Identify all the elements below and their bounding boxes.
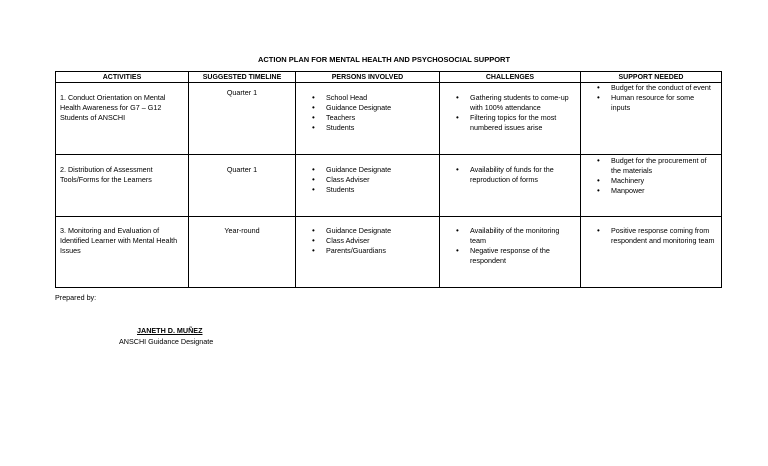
list-item: • Positive response coming from respondent and monitoring team: [611, 226, 715, 246]
table-row: [56, 83, 722, 155]
list-item: • School Head: [326, 93, 433, 103]
challenges-list: [440, 93, 580, 133]
document-title: ACTION PLAN FOR MENTAL HEALTH AND PSYCHOSOCIAL SUPPORT: [257, 55, 511, 64]
support-cell: [581, 217, 722, 288]
header-challenges: CHALLENGES: [440, 72, 581, 83]
list-item: • Parents/Guardians: [326, 246, 433, 256]
activity-cell: 2. Distribution of Assessment Tools/Forms for the Learners: [56, 155, 189, 217]
list-item: • Class Adviser: [326, 175, 433, 185]
support-cell: [581, 83, 722, 155]
list-item: • Guidance Designate: [326, 165, 433, 175]
list-item: • Availability of funds for the reproduction of forms: [470, 165, 574, 185]
challenges-cell: [440, 83, 581, 155]
list-item: • Machinery: [611, 176, 715, 186]
header-persons-involved: PERSONS INVOLVED: [296, 72, 440, 83]
list-item: • Guidance Designate: [326, 103, 433, 113]
support-list: [581, 83, 721, 113]
timeline-cell: Year-round: [189, 217, 296, 288]
signatory-role: ANSCHI Guidance Designate: [119, 337, 214, 346]
challenges-cell: [440, 217, 581, 288]
list-item: • Availability of the monitoring team: [470, 226, 574, 246]
persons-cell: [296, 217, 440, 288]
header-activities: ACTIVITIES: [56, 72, 189, 83]
persons-cell: [296, 83, 440, 155]
table-row: [56, 217, 722, 288]
support-cell: [581, 155, 722, 217]
persons-list: [296, 93, 439, 133]
table-row: [56, 155, 722, 217]
list-item: • Budget for the conduct of event: [611, 83, 715, 93]
persons-list: [296, 226, 439, 256]
list-item: • Students: [326, 185, 433, 195]
header-suggested-timeline: SUGGESTED TIMELINE: [189, 72, 296, 83]
challenges-list: [440, 226, 580, 266]
persons-cell: [296, 155, 440, 217]
activity-cell: 3. Monitoring and Evaluation of Identified Learner with Mental Health Issues: [56, 217, 189, 288]
list-item: • Budget for the procurement of the materials: [611, 156, 715, 176]
support-list: [581, 226, 721, 246]
list-item: • Teachers: [326, 113, 433, 123]
signatory-name: JANETH D. MUÑEZ: [137, 326, 203, 335]
list-item: • Guidance Designate: [326, 226, 433, 236]
list-item: • Class Adviser: [326, 236, 433, 246]
list-item: • Filtering topics for the most numbered issues arise: [470, 113, 574, 133]
challenges-list: [440, 165, 580, 185]
challenges-cell: [440, 155, 581, 217]
timeline-cell: Quarter 1: [189, 83, 296, 155]
list-item: • Gathering students to come-up with 100% attendance: [470, 93, 574, 113]
list-item: • Manpower: [611, 186, 715, 196]
list-item: • Negative response of the respondent: [470, 246, 574, 266]
header-support-needed: SUPPORT NEEDED: [581, 72, 722, 83]
list-item: • Human resource for some inputs: [611, 93, 715, 113]
table-header-row: [56, 72, 722, 83]
support-list: [581, 156, 721, 196]
timeline-cell: Quarter 1: [189, 155, 296, 217]
prepared-by-label: Prepared by:: [55, 293, 97, 302]
activity-cell: 1. Conduct Orientation on Mental Health Awareness for G7 – G12 Students of ANSCHI: [56, 83, 189, 155]
persons-list: [296, 165, 439, 195]
action-plan-table: [55, 71, 722, 288]
list-item: • Students: [326, 123, 433, 133]
